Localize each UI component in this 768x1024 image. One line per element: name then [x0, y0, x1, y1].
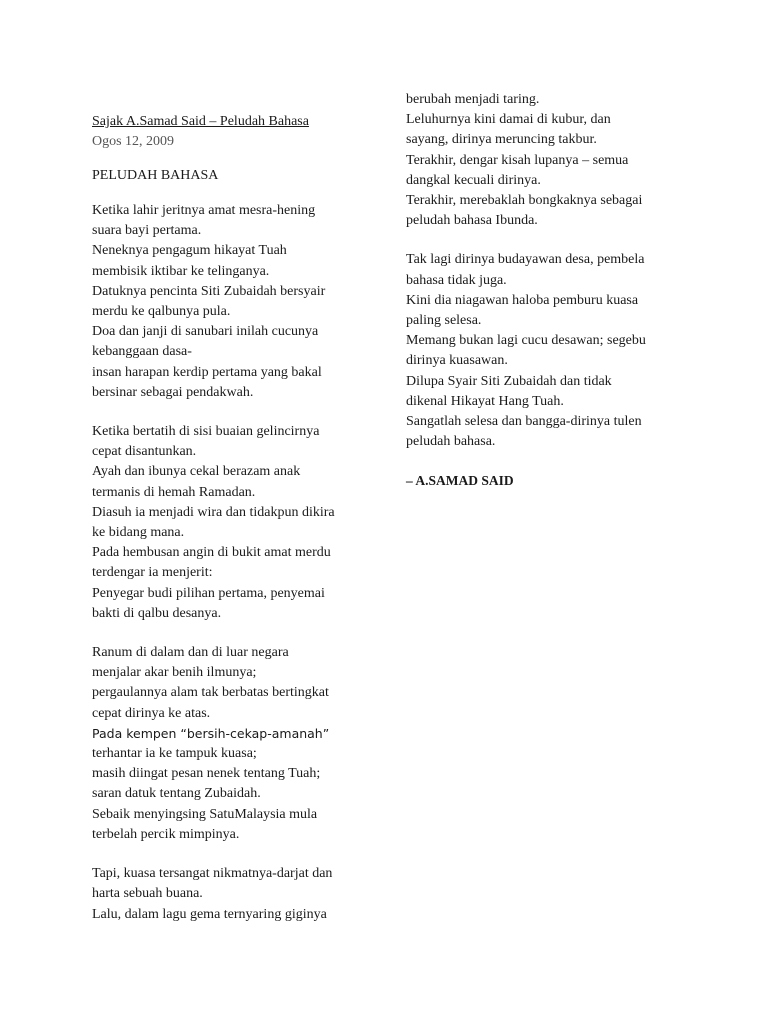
poem-line: Penyegar budi pilihan pertama, penyemai	[92, 585, 325, 601]
poem-line: terbelah percik mimpinya.	[92, 826, 240, 842]
poem-line: Terakhir, dengar kisah lupanya – semua	[406, 152, 629, 168]
stanza-3	[92, 643, 374, 845]
poem-line: sayang, dirinya meruncing takbur.	[406, 132, 597, 148]
poem-line: saran datuk tentang Zubaidah.	[92, 786, 261, 802]
poem-line: Memang bukan lagi cucu desawan; segebu	[406, 333, 646, 349]
stanza-1	[92, 201, 374, 403]
poem-line: kebanggaan dasa-	[92, 344, 192, 360]
poem-line: Terakhir, merebaklah bongkaknya sebagai	[406, 193, 643, 209]
poem-line: Lalu, dalam lagu gema ternyaring giginya	[92, 906, 327, 922]
poem-line: Ranum di dalam dan di luar negara	[92, 645, 289, 661]
poem-line: ke bidang mana.	[92, 525, 185, 541]
poem-line: Tapi, kuasa tersangat nikmatnya-darjat dan	[92, 866, 333, 882]
poem-line: Dilupa Syair Siti Zubaidah dan tidak	[406, 373, 612, 389]
stanza-5	[406, 250, 696, 452]
poem-line: Datuknya pencinta Siti Zubaidah bersyair	[92, 283, 326, 299]
poem-line: Neneknya pengagum hikayat Tuah	[92, 243, 287, 259]
poem-line: dikenal Hikayat Hang Tuah.	[406, 393, 564, 409]
poem-line: bahasa tidak juga.	[406, 272, 507, 288]
poem-line: termanis di hemah Ramadan.	[92, 484, 256, 500]
poem-heading: PELUDAH BAHASA	[92, 168, 219, 183]
poem-line: peludah bahasa.	[406, 434, 496, 450]
poem-line: peludah bahasa Ibunda.	[406, 213, 538, 229]
poem-line: Kini dia niagawan haloba pemburu kuasa	[406, 292, 639, 308]
poem-line: berubah menjadi taring.	[406, 92, 540, 107]
poem-line: cepat disantunkan.	[92, 444, 197, 460]
poem-line: masih diingat pesan nenek tentang Tuah;	[92, 766, 321, 782]
poem-line: bersinar sebagai pendakwah.	[92, 384, 254, 400]
poem-line: Ayah dan ibunya cekal berazam anak	[92, 464, 301, 480]
right-column	[406, 90, 696, 491]
article-date: Ogos 12, 2009	[92, 134, 175, 149]
poem-line: Pada hembusan angin di bukit amat merdu	[92, 545, 331, 561]
poem-line: bakti di qalbu desanya.	[92, 605, 222, 621]
stanza-4	[92, 864, 374, 925]
poem-line: paling selesa.	[406, 313, 482, 329]
poem-line: dirinya kuasawan.	[406, 353, 508, 369]
stanza-2	[92, 422, 374, 624]
poem-line: membisik iktibar ke telinganya.	[92, 263, 270, 279]
poem-line: terdengar ia menjerit:	[92, 565, 213, 581]
poem-line: Sangatlah selesa dan bangga-dirinya tulen	[406, 414, 642, 430]
poem-line: Sebaik menyingsing SatuMalaysia mula	[92, 806, 318, 822]
poem-line: dangkal kecuali dirinya.	[406, 172, 541, 188]
poem-line: Leluhurnya kini damai di kubur, dan	[406, 112, 611, 128]
poem-line: terhantar ia ke tampuk kuasa;	[92, 746, 257, 762]
poem-line: Doa dan janji di sanubari inilah cucunya	[92, 324, 319, 340]
poem-line: Tak lagi dirinya budayawan desa, pembela	[406, 252, 645, 268]
poem-line: Pada kempen “bersih-cekap-amanah”	[92, 725, 330, 741]
poem-line: Ketika lahir jeritnya amat mesra-hening	[92, 203, 316, 218]
author-signature: – A.SAMAD SAID	[406, 473, 514, 489]
poem-line: merdu ke qalbunya pula.	[92, 304, 231, 320]
stanza-4-continuation	[406, 90, 696, 231]
poem-line: Diasuh ia menjadi wira dan tidakpun dikira	[92, 504, 335, 520]
poem-line: cepat dirinya ke atas.	[92, 705, 211, 721]
poem-line: suara bayi pertama.	[92, 223, 202, 239]
poem-line: menjalar akar benih ilmunya;	[92, 665, 257, 681]
poem-line: Ketika bertatih di sisi buaian gelincirnya	[92, 424, 320, 440]
poem-line: pergaulannya alam tak berbatas bertingkat	[92, 685, 329, 701]
left-column	[92, 112, 374, 944]
article-title[interactable]: Sajak A.Samad Said – Peludah Bahasa	[92, 114, 309, 129]
poem-line: insan harapan kerdip pertama yang bakal	[92, 364, 322, 380]
poem-line: harta sebuah buana.	[92, 886, 203, 902]
